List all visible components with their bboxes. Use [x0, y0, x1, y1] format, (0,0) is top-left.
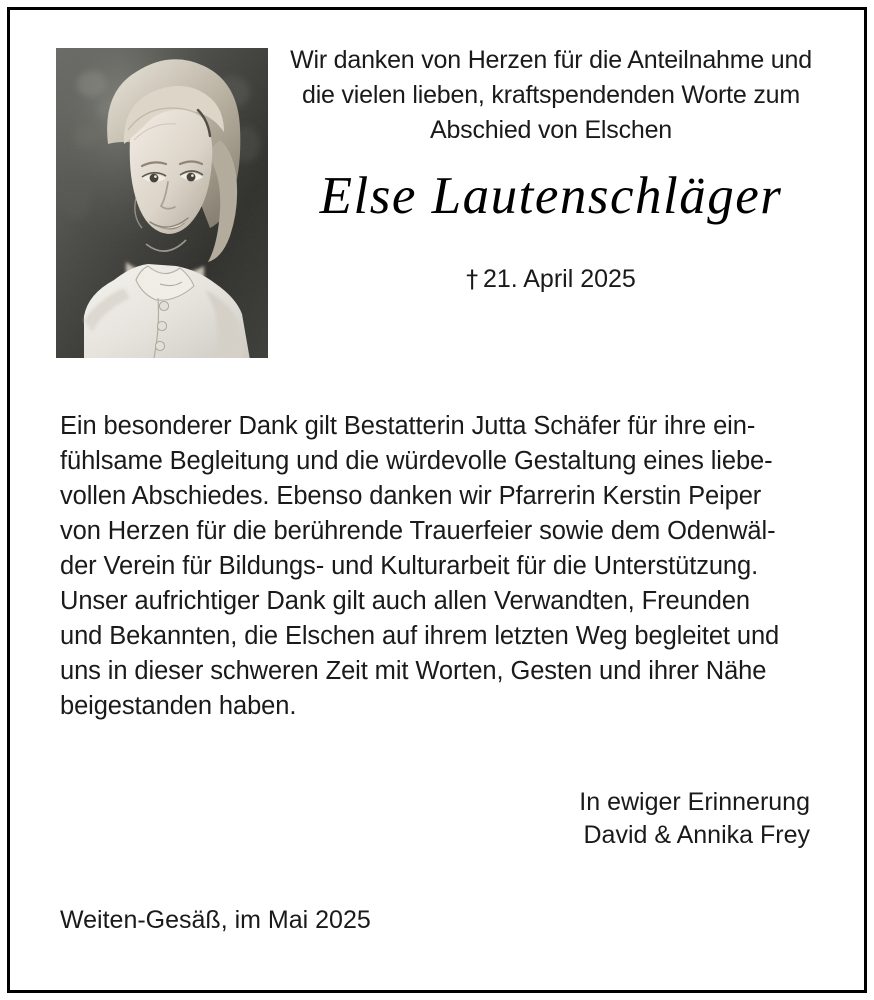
- thank-you-message: [50, 409, 824, 724]
- notice-border-frame: [7, 7, 867, 993]
- body-line: der Verein für Bildungs- und Kulturarbeit für die Unterstützung.: [60, 552, 759, 580]
- signature-block: [50, 786, 824, 852]
- portrait-photo-image: [56, 48, 268, 358]
- thanks-line-1: Wir danken von Herzen für die Anteilnahme und: [290, 46, 812, 74]
- body-line: Unser aufrichtiger Dank gilt auch allen Verwandten, Freunden: [60, 587, 750, 615]
- place-and-date: Weiten-Gesäß, im Mai 2025: [60, 906, 371, 934]
- thanks-line-2: die vielen lieben, kraftspendenden Worte zum: [302, 81, 800, 109]
- signature-names: David & Annika Frey: [583, 821, 810, 849]
- body-line: von Herzen für die berührende Trauerfeier sowie dem Odenwäl-: [60, 517, 776, 545]
- body-line: vollen Abschiedes. Ebenso danken wir Pfarrerin Kerstin Peiper: [60, 482, 762, 510]
- deceased-name: Else Lautenschläger: [319, 167, 783, 225]
- death-date-value: 21. April 2025: [482, 265, 636, 293]
- signature-dedication: In ewiger Erinnerung: [579, 788, 810, 816]
- thanks-line-3: Abschied von Elschen: [430, 116, 672, 144]
- portrait-photo: [56, 48, 268, 358]
- body-line: Ein besonderer Dank gilt Bestatterin Jutta Schäfer für ihre ein-: [60, 412, 756, 440]
- death-date-line: [278, 267, 824, 292]
- header-block: [50, 43, 824, 363]
- header-text-group: [278, 43, 824, 292]
- body-line: uns in dieser schweren Zeit mit Worten, Gesten und ihrer Nähe: [60, 657, 767, 685]
- dagger-icon: †: [466, 265, 483, 293]
- body-line: fühlsame Begleitung und die würdevolle Gestaltung eines liebe-: [60, 447, 773, 475]
- body-line: beigestanden haben.: [60, 692, 297, 720]
- notice-content: [10, 10, 864, 990]
- body-line: und Bekannten, die Elschen auf ihrem letzten Weg begleitet und: [60, 622, 780, 650]
